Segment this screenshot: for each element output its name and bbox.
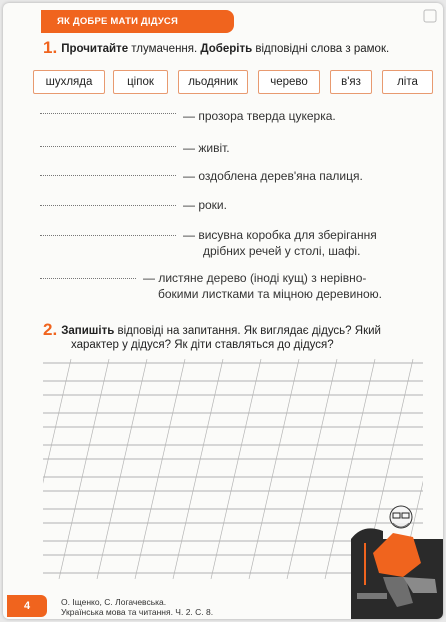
grid-slant-line — [135, 359, 185, 579]
page-number: 4 — [7, 595, 47, 617]
definition: — роки. — [183, 198, 227, 212]
grandfather-illustration — [343, 493, 443, 619]
grid-slant-line — [287, 359, 337, 579]
task1-instruction: 1. Прочитайте тлумачення. Доберіть відповідні слова з рамок. — [43, 38, 390, 57]
word-box: льодяник — [178, 70, 248, 94]
corner-mark-icon — [423, 9, 437, 23]
word-bank — [33, 70, 433, 94]
definition: — висувна коробка для зберігання — [183, 228, 377, 242]
word-box: літа — [382, 70, 433, 94]
answer-line[interactable] — [40, 113, 176, 114]
task2-instruction: 2. Запишіть відповіді на запитання. Як виглядає дідусь? Який характер у дідуся? Як діти ставляться до дідуся? — [43, 320, 381, 351]
section-title: ЯК ДОБРЕ МАТИ ДІДУСЯ — [41, 10, 234, 33]
footer-credits: О. Іщенко, С. Логачевська. Українська мова та читання. Ч. 2. С. 8. — [61, 597, 214, 617]
task2-number: 2. — [43, 320, 58, 339]
word-box: в'яз — [330, 70, 372, 94]
definition: — прозора тверда цукерка. — [183, 109, 336, 123]
grid-slant-line — [59, 359, 109, 579]
word-box: ціпок — [113, 70, 168, 94]
answer-line[interactable] — [40, 205, 176, 206]
answer-line[interactable] — [40, 146, 176, 147]
word-box: шухляда — [33, 70, 105, 94]
answer-line[interactable] — [40, 278, 136, 279]
grid-slant-line — [211, 359, 261, 579]
definition: — живіт. — [183, 141, 230, 155]
task1-number: 1. — [43, 38, 58, 57]
workbook-page — [3, 3, 443, 619]
answer-line[interactable] — [40, 175, 176, 176]
answer-line[interactable] — [40, 235, 176, 236]
word-box: черево — [258, 70, 320, 94]
definition: — оздоблена дерев'яна палиця. — [183, 169, 363, 183]
grid-slant-line — [249, 359, 299, 579]
grid-slant-line — [173, 359, 223, 579]
definition: — листяне дерево (іноді кущ) з нерівно- — [143, 271, 367, 285]
definition-continued: бокими листками та міцною деревиною. — [158, 287, 382, 301]
grid-slant-line — [97, 359, 147, 579]
definition-continued: дрібних речей у столі, шафі. — [203, 244, 361, 258]
